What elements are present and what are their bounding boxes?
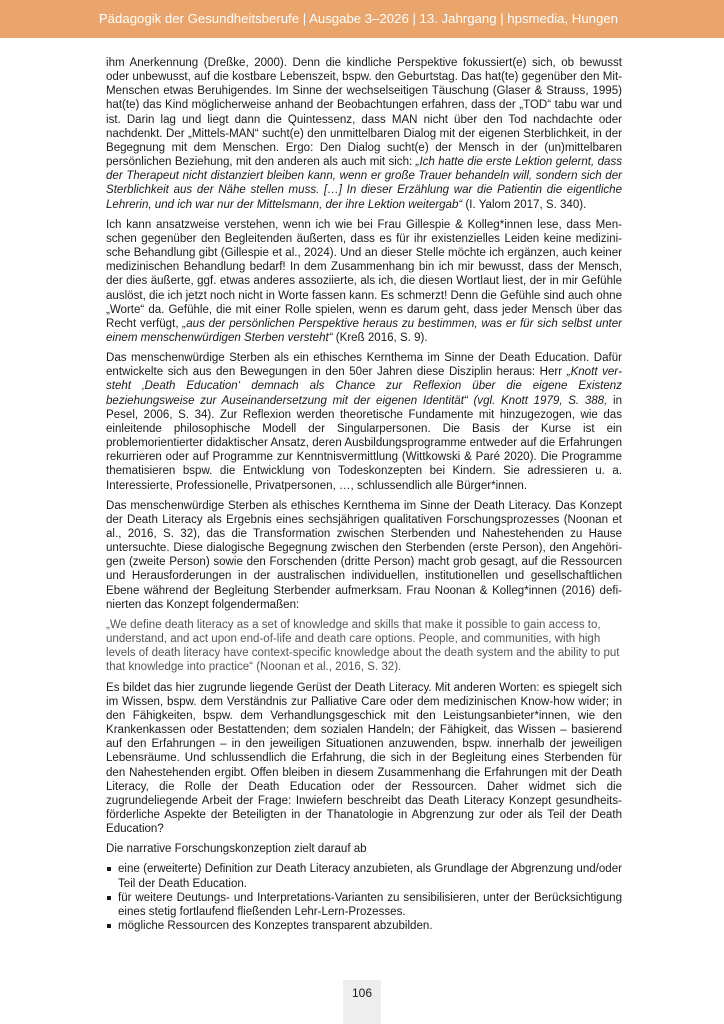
text-run: (I. Yalom 2017, S. 340). (462, 198, 587, 211)
paragraph-5: Es bildet das hier zugrunde liegende Gerüst der Death Literacy. Mit anderen Worten: es spiegelt sich im Wissen, bspw. dem Verständnis zur Palliative Care oder dem medizinischen Know-how wider; in den Fähigkeiten, bspw. dem Verhandlungsgeschick mit den Leistungsanbieter*innen, wie den Krankenkassen oder Bestattenden; dem sozialen Handeln; der Fähigkeit, das Wissen – basierend auf den Erfahrungen – in den jeweiligen Situationen anzuwenden, bspw. innerhalb der jeweiligen Lebensräume. Und schlussendlich die Erfahrung, die sich in der Begleitung eines Sterbenden für den Nahestehenden ergibt. Offen bleiben in diesem Zusammenhang die Erfahrungen mit der Death Literacy, die Rolle der Death Education oder der Ressourcen. Daher widmet sich die zugrundeliegende Arbeit der Frage: Inwiefern beschreibt das Death Literacy Konzept gesundheitsförderliche Aspekte der Beteiligten in der Thanatologie in Abgrenzung zur oder als Teil der Death Education? (106, 681, 622, 836)
block-quote: „We define death literacy as a set of knowledge and skills that make it possible to gain access to, understand, and act upon end-of-life and death care options. People, and communities, with high levels of death literacy have context-specific knowledge about the death system and the ability to put that knowledge into practice“ (Noonan et al., 2016, S. 32). (106, 618, 620, 674)
list-intro: Die narrative Forschungskonzeption zielt darauf ab (106, 843, 367, 856)
text-run: in Pesel, 2006, S. 34). Zur Reflexion werden theoretische Fundamente mit hinzugezogen, wie das einleitende philosophische Modell der Singularpersonen. Die Basis der Kurse ist ein problemorientierter didaktischer Ansatz, deren Ausbildungsprogramme entweder auf die Erfahrungen rekurrieren oder auf Programme zur Kenntnisvermittlung (Wittkowski & Paré 2020). Die Programme thematisieren bspw. die Entwicklung von Todeskonzepten bei Kindern. Sie adressieren u. a. Interessierte, Professionelle, Privatpersonen, …, schlussendlich alle Bürger*innen. (106, 394, 622, 492)
paragraph-2 (106, 218, 622, 345)
goals-list (106, 862, 622, 933)
yalom-citation: „Ich hatte die erste Lektion gelernt, dass der Therapeut nicht distanziert bleiben kann, wenn er große Trauer behandeln will, sondern sich der Sterblichkeit aus der Nähe stellen muss. […] In dieser Erzählung war die Patientin die eigentliche Lehrerin, und ich war nur der Mittelsmann, der ihre Lektion weitergab“ (106, 156, 622, 211)
kress-citation: „aus der persönlichen Perspektive heraus zu bestimmen, was er für sich selbst unter einem menschenwürdigen Sterben versteht“ (106, 317, 622, 344)
text-run: ihm Anerkennung (Dreßke, 2000). Denn die kindliche Perspektive fokussiert(e) sich, ob bewusst oder unbewusst, auf die kostbare Lebenszeit, bspw. den Geburtstag. Das hat(te) gegenüber den Mit-Menschen etwas Beruhigendes. Im Sinne der wechselseitigen Täuschung (Glaser & Strauss, 1995) hat(te) das Kind möglicherweise anhand der Beobachtungen erfahren, dass der „TOD“ tabu war und ist. Darin lag und liegt dann die Quintessenz, dass MAN nicht über den Tod nachdachte oder nachdenkt. Der „Mittels-MAN“ sucht(e) den unmittelbaren Dialog mit der eigenen Sterblichkeit, in der Begegnung mit dem Menschen. Ergo: Den Dialog sucht(e) der Mensch in der (un)mittelbaren persönlichen Beziehung, mit den anderen als auch mit sich: (106, 57, 622, 169)
page-number-box (343, 980, 381, 1024)
list-item: mögliche Ressourcen des Konzeptes transparent abzubilden. (106, 919, 622, 933)
text-run: Das menschenwürdige Sterben als ein ethisches Kernthema im Sinne der Death Education. Dafür entwickelte sich aus den Bewegungen in den 50er Jahren diese Disziplin heraus: Herr (106, 352, 622, 379)
article-body (106, 56, 622, 933)
paragraph-1 (106, 56, 622, 212)
paragraph-3 (106, 351, 622, 493)
list-item: eine (erweiterte) Definition zur Death Literacy anzubieten, als Grundlage der Abgrenzung und/oder Teil der Death Education. (106, 862, 622, 890)
page-number: 106 (351, 986, 373, 1000)
text-run: (Kreß 2016, S. 9). (332, 331, 428, 344)
list-item: für weitere Deutungs- und Interpretations-Varianten zu sensibilisieren, unter der Berücksichtigung eines stetig fortlaufend fließenden Lehr-Lern-Prozesses. (106, 891, 622, 919)
text-run: Ich kann ansatzweise verstehen, wenn ich wie bei Frau Gillespie & Kolleg*innen lese, dass Menschen gegenüber den Begleitenden äußerten, dass es für ihr existenzielles Leiden keine medizinische Behandlung gibt (Gillespie et al., 2024). Und an dieser Stelle möchte ich ergänzen, auch keiner medizinischen Behandlung bedarf! In dem Zusammenhang bin ich mir bewusst, dass der Mensch, der dies äußerte, ggf. etwas anderes assoziierte, als ich, die diesen Wortlaut liest, der in mir Gefühle auslöst, die ich jetzt noch nicht in Worte fassen kann. Es schmerzt! Denn die Gefühle sind auch ohne „Worte“ da. Gefühle, die mit einer Rolle spielen, wenn es darum geht, dass jeder Mensch über das Recht verfügt, (106, 218, 622, 330)
text-run: Das menschenwürdige Sterben als ethisches Kernthema im Sinne der Death Literacy. Das Konzept der Death Literacy als Ergebnis eines sechsjährigen qualitativen Forschungsprozesses (Noonan et al., 2016, S. 32), das die Transformation zwischen Sterbenden und Nahestehenden zu Hause untersuchte. Diese dialogische Begegnung zwischen den Sterbenden (erste Person), den Angehörigen (zweite Person) sowie den Forschenden (dritte Person) macht grob gesagt, auf die Ressourcen und Herausforderungen in der australischen individuellen, institutionellen und gesellschaftlichen Ebene während der Begleitung Sterbender aufmerksam. Frau Noonan & Kolleg*innen (2016) definierten das Konzept folgendermaßen: (106, 499, 622, 611)
page-header (0, 0, 724, 38)
paragraph-4 (106, 499, 622, 612)
knott-citation: „Knott versteht ‚Death Education‘ demnach als Chance zur Reflexion über die eigene Existenz beziehungsweise zur Auseinandersetzung mit der eigenen Identität“ (vgl. Knott 1979, S. 388, (106, 366, 623, 407)
journal-header-title: Pädagogik der Gesundheitsberufe | Ausgabe 3–2026 | 13. Jahrgang | hpsmedia, Hungen (98, 11, 618, 26)
